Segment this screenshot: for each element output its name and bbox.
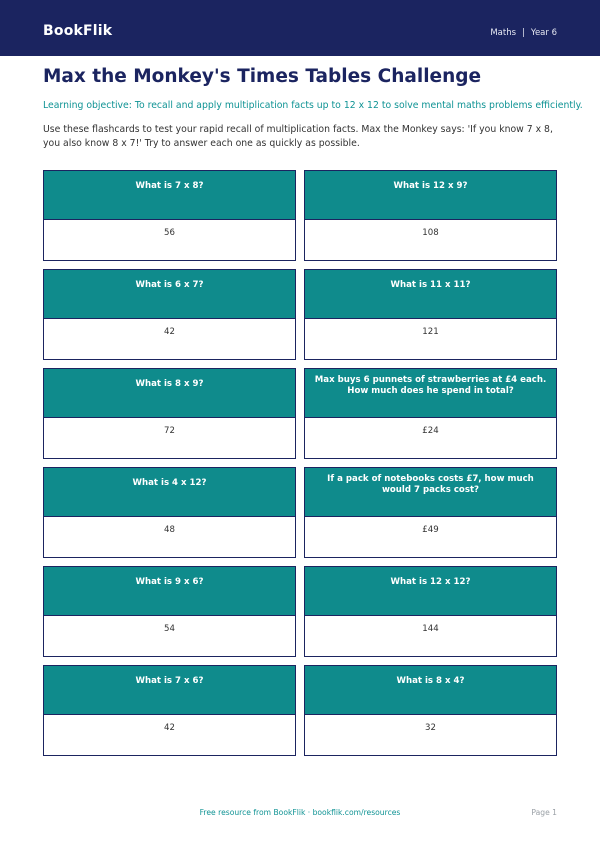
flashcard-answer: 72 bbox=[164, 426, 175, 436]
flashcard-question: What is 7 x 8? bbox=[44, 171, 295, 220]
flashcard-6 bbox=[304, 368, 557, 459]
flashcard-answer: 48 bbox=[164, 525, 175, 535]
flashcard-9 bbox=[43, 566, 296, 657]
flashcard-question: What is 8 x 9? bbox=[44, 369, 295, 418]
flashcard-5 bbox=[43, 368, 296, 459]
flashcard-question: Max buys 6 punnets of strawberries at £4 each. How much does he spend in total? bbox=[305, 369, 556, 418]
flashcard-1 bbox=[43, 170, 296, 261]
page-number: Page 1 bbox=[531, 808, 557, 817]
flashcard-question: What is 8 x 4? bbox=[305, 666, 556, 715]
flashcard-2 bbox=[304, 170, 557, 261]
footer-credit-link[interactable]: Free resource from BookFlik · bookflik.com/resources bbox=[199, 808, 401, 817]
flashcard-question: If a pack of notebooks costs £7, how much would 7 packs cost? bbox=[305, 468, 556, 517]
flashcard-answer: 42 bbox=[164, 327, 175, 337]
breadcrumb bbox=[490, 27, 557, 39]
flashcard-7 bbox=[43, 467, 296, 558]
breadcrumb-separator: | bbox=[522, 28, 525, 38]
flashcard-answer: £49 bbox=[422, 525, 439, 535]
flashcard-10 bbox=[304, 566, 557, 657]
flashcard-answer: 54 bbox=[164, 624, 175, 634]
subject-label: Maths bbox=[490, 28, 517, 38]
flashcard-question: What is 6 x 7? bbox=[44, 270, 295, 319]
flashcard-4 bbox=[304, 269, 557, 360]
year-label: Year 6 bbox=[530, 28, 557, 38]
flashcard-answer: £24 bbox=[422, 426, 439, 436]
flashcard-answer: 121 bbox=[422, 327, 439, 337]
brand-logo-text[interactable]: BookFlik bbox=[43, 23, 113, 39]
flashcard-answer: 56 bbox=[164, 228, 175, 238]
learning-objective: Learning objective: To recall and apply multiplication facts up to 12 x 12 to solve mental maths problems efficiently. bbox=[43, 100, 583, 111]
flashcard-question: What is 12 x 9? bbox=[305, 171, 556, 220]
flashcard-question: What is 4 x 12? bbox=[44, 468, 295, 517]
flashcard-8 bbox=[304, 467, 557, 558]
flashcard-answer: 108 bbox=[422, 228, 439, 238]
flashcard-grid bbox=[43, 170, 557, 756]
flashcard-3 bbox=[43, 269, 296, 360]
intro-text: Use these flashcards to test your rapid recall of multiplication facts. Max the Monkey says: 'If you know 7 x 8, you also know 8 x 7!' Try to answer each one as quickly as possible. bbox=[43, 124, 553, 149]
page-footer bbox=[0, 807, 600, 821]
flashcard-question: What is 12 x 12? bbox=[305, 567, 556, 616]
flashcard-answer: 144 bbox=[422, 624, 439, 634]
flashcard-question: What is 11 x 11? bbox=[305, 270, 556, 319]
header-bar bbox=[0, 0, 600, 56]
flashcard-question: What is 7 x 6? bbox=[44, 666, 295, 715]
flashcard-question: What is 9 x 6? bbox=[44, 567, 295, 616]
flashcard-12 bbox=[304, 665, 557, 756]
flashcard-answer: 32 bbox=[425, 723, 436, 733]
flashcard-11 bbox=[43, 665, 296, 756]
flashcard-answer: 42 bbox=[164, 723, 175, 733]
page-title: Max the Monkey's Times Tables Challenge bbox=[43, 66, 482, 87]
